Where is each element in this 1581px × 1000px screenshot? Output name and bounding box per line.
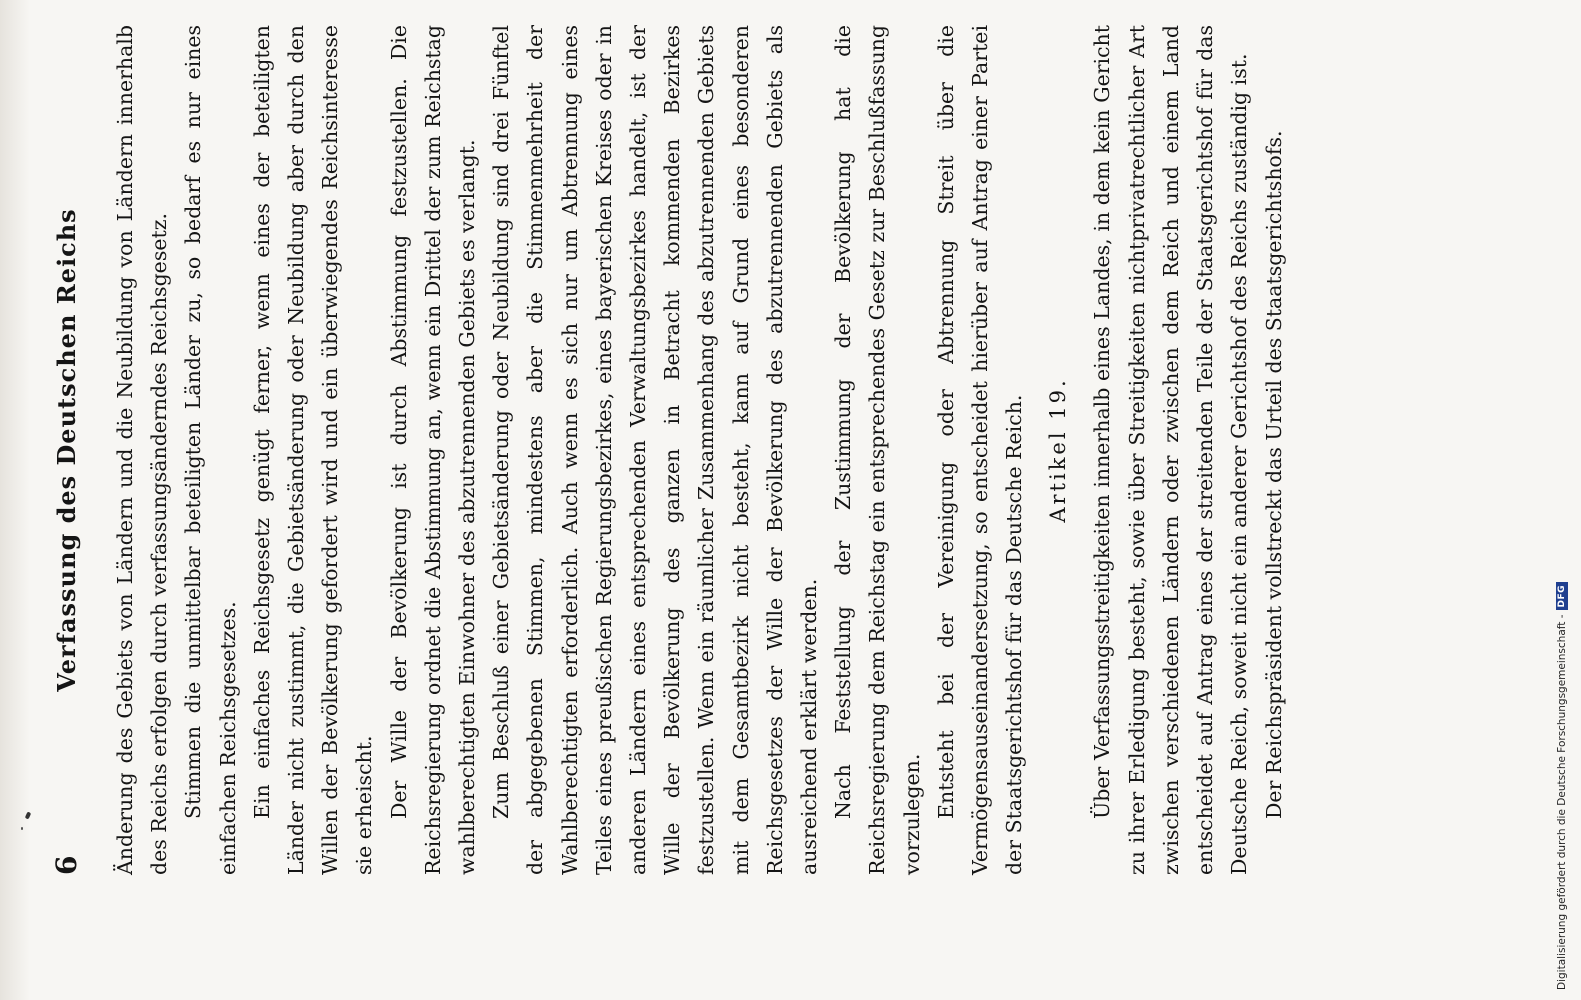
page-edge-shadow [0,0,30,1000]
paragraph: Stimmen die unmittelbar beteiligten Länder zu, so bedarf es nur eines einfachen Reichsgesetzes. [181,25,240,875]
paragraph: Änderung des Gebiets von Ländern und die Neubildung von Ländern innerhalb des Reichs erfolgen durch verfassungsänderndes Reichsgesetz. [113,25,172,875]
paragraph: Über Verfassungsstreitigkeiten innerhalb eines Landes, in dem kein Gericht zu ihrer Erledigung besteht, sowie über Streitigkeiten nichtprivatrechtlicher Art zwischen verschiedenen Ländern oder zwischen dem Reich und einem Land entscheidet auf Antrag eines der streitenden Teile der Staatsgerichtshof für das Deutsche Reich, soweit nicht ein anderer Gerichtshof des Reichs zuständig ist. [1090,25,1252,875]
ink-speck [25,811,32,819]
paragraph: Nach Feststellung der Zustimmung der Bevölkerung hat die Reichsregierung dem Reichstag ein entsprechendes Gesetz zur Beschlußfassung vorzulegen. [831,25,924,875]
dfg-logo: DFG [1556,582,1568,611]
funding-credit [1556,582,1568,990]
running-head: Verfassung des Deutschen Reichs [52,208,81,692]
ink-speck [21,827,23,830]
article-heading: Artikel 19. [1046,377,1071,523]
rotated-text-block [50,25,1286,875]
page-number: 6 [50,855,83,875]
paragraph: Zum Beschluß einer Gebietsänderung oder Neubildung sind drei Fünftel der abgegebenen Stimmen, mindestens aber die Stimmenmehrheit der Wahlberechtigten erforderlich. Auch wenn es sich nur um Abtrennung eines Teiles eines preußischen Regierungsbezirkes, eines bayerischen Kreises oder in anderen Ländern eines entsprechenden Verwaltungsbezirkes handelt, ist der Wille der Bevölkerung des ganzen in Betracht kommenden Bezirkes festzustellen. Wenn ein räumlicher Zusammenhang des abzutrennenden Gebiets mit dem Gesamtbezirk nicht besteht, kann auf Grund eines besonderen Reichsgesetzes der Wille der Bevölkerung des abzutrennenden Gebiets als ausreichend erklärt werden. [489,25,822,875]
document-body [108,25,1291,875]
paragraph: Der Wille der Bevölkerung ist durch Abstimmung festzustellen. Die Reichsregierung ordnet die Abstimmung an, wenn ein Drittel der zum Reichstag wahlberechtigten Einwohner des abzutrennenden Gebiets es verlangt. [386,25,480,875]
paragraph: Ein einfaches Reichsgesetz genügt ferner, wenn eines der beteiligten Länder nicht zustimmt, die Gebietsänderung oder Neubildung aber durch den Willen der Bevölkerung gefordert wird und ein überwiegendes Reichsinteresse sie erheischt. [249,25,377,875]
credit-text: Digitalisierung gefördert durch die Deutsche Forschungsgemeinschaft - [1556,614,1568,990]
paragraph: Der Reichspräsident vollstreckt das Urteil des Staatsgerichtshofs. [1261,130,1286,819]
paragraph: Entsteht bei der Vereinigung oder Abtrennung Streit über die Vermögensauseinandersetzung, so entscheidet hierüber auf Antrag einer Partei der Staatsgerichtshof für das Deutsche Reich. [933,25,1027,875]
page-header [50,25,90,875]
